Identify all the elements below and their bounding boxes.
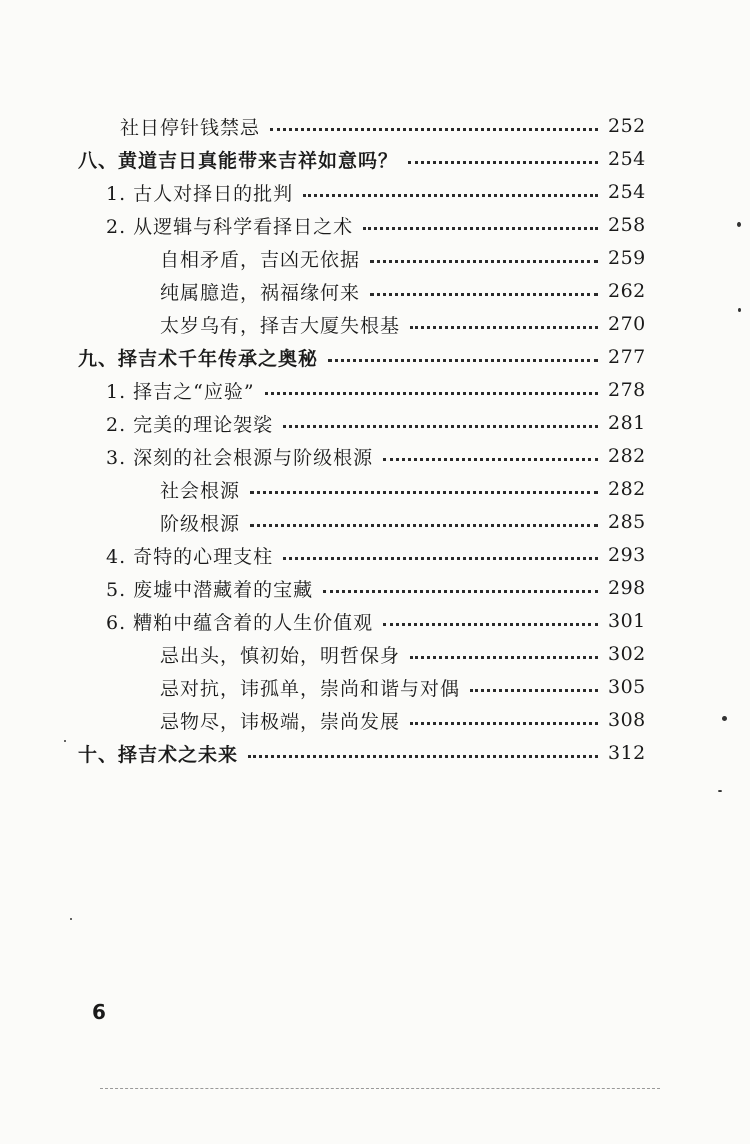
- toc-section: [106, 374, 646, 406]
- scan-speck: [70, 918, 72, 920]
- dot-leader: [250, 524, 598, 527]
- toc-entry-title: 忌物尽，讳极端，崇尚发展: [160, 710, 401, 733]
- toc-entry-title: 5. 废墟中潜藏着的宝藏: [106, 578, 314, 601]
- toc-section: [106, 209, 646, 241]
- dot-leader: [410, 722, 598, 725]
- dot-leader: [328, 359, 598, 362]
- toc-chapter: [78, 143, 646, 175]
- toc-entry-page: 298: [608, 577, 646, 599]
- toc-entry: [120, 110, 646, 142]
- toc-subsection: [160, 308, 646, 340]
- toc-subsection: [160, 506, 646, 538]
- toc-entry-page: 305: [608, 676, 646, 698]
- toc-chapter: [78, 737, 646, 769]
- scan-speck: [737, 222, 741, 227]
- toc-entry-page: 293: [608, 544, 646, 566]
- toc-subsection: [160, 473, 646, 505]
- toc-entry-page: 258: [608, 214, 646, 236]
- dot-leader: [250, 491, 598, 494]
- dot-leader: [370, 293, 598, 296]
- toc-entry-page: 252: [608, 115, 646, 137]
- toc-entry-page: 254: [608, 148, 646, 170]
- scan-speck: [722, 716, 727, 721]
- toc-entry-page: 285: [608, 511, 646, 533]
- scan-speck: [718, 790, 722, 792]
- toc-entry-title: 4. 奇特的心理支柱: [106, 545, 274, 568]
- toc-section: [106, 572, 646, 604]
- toc-entry-title: 2. 从逻辑与科学看择日之术: [106, 215, 354, 238]
- toc-entry-title: 太岁乌有，择吉大厦失根基: [160, 314, 401, 337]
- toc-entry-title: 2. 完美的理论袈裟: [106, 413, 274, 436]
- toc-chapter: [78, 341, 646, 373]
- dot-leader: [408, 161, 598, 164]
- toc-entry-page: 278: [608, 379, 646, 401]
- dot-leader: [410, 326, 598, 329]
- toc-entry-page: 254: [608, 181, 646, 203]
- toc-entry-page: 281: [608, 412, 646, 434]
- scan-speck: [738, 308, 741, 312]
- toc-entry-title: 1. 择吉之“应验”: [106, 380, 255, 403]
- toc-entry-title: 纯属臆造，祸福缘何来: [160, 281, 361, 304]
- toc-section: [106, 539, 646, 571]
- dot-leader: [283, 557, 598, 560]
- dot-leader: [283, 425, 598, 428]
- toc-entry-title: 八、黄道吉日真能带来吉祥如意吗？: [78, 149, 399, 172]
- toc-entry-title: 忌出头，慎初始，明哲保身: [160, 644, 401, 667]
- dot-leader: [370, 260, 598, 263]
- toc-entry-page: 301: [608, 610, 646, 632]
- toc-subsection: [160, 242, 646, 274]
- toc-entry-page: 277: [608, 346, 646, 368]
- toc-entry-page: 302: [608, 643, 646, 665]
- toc-section: [106, 440, 646, 472]
- toc-entry-page: 262: [608, 280, 646, 302]
- scan-edge: [100, 1088, 660, 1089]
- toc-entry-title: 忌对抗，讳孤单，崇尚和谐与对偶: [160, 677, 461, 700]
- dot-leader: [470, 689, 598, 692]
- dot-leader: [270, 128, 598, 131]
- page-number: 6: [92, 1000, 106, 1024]
- toc-entry-title: 九、择吉术千年传承之奥秘: [78, 347, 319, 370]
- toc-section: [106, 407, 646, 439]
- toc-entry-title: 社日停针钱禁忌: [120, 116, 261, 139]
- dot-leader: [383, 458, 598, 461]
- dot-leader: [323, 590, 598, 593]
- toc-subsection: [160, 638, 646, 670]
- dot-leader: [265, 392, 598, 395]
- toc-entry-title: 1. 古人对择日的批判: [106, 182, 294, 205]
- dot-leader: [383, 623, 598, 626]
- dot-leader: [363, 227, 598, 230]
- toc-entry-page: 312: [608, 742, 646, 764]
- toc-subsection: [160, 671, 646, 703]
- dot-leader: [303, 194, 598, 197]
- dot-leader: [248, 755, 598, 758]
- toc-entry-title: 社会根源: [160, 479, 241, 502]
- toc-entry-page: 270: [608, 313, 646, 335]
- toc-entry-title: 自相矛盾，吉凶无依据: [160, 248, 361, 271]
- toc-section: [106, 176, 646, 208]
- toc-subsection: [160, 275, 646, 307]
- dot-leader: [410, 656, 598, 659]
- toc-entry-page: 282: [608, 445, 646, 467]
- toc-entry-page: 259: [608, 247, 646, 269]
- scan-speck: [64, 740, 66, 742]
- toc-entry-page: 282: [608, 478, 646, 500]
- toc-entry-title: 阶级根源: [160, 512, 241, 535]
- toc-subsection: [160, 704, 646, 736]
- toc-entry-title: 3. 深刻的社会根源与阶级根源: [106, 446, 374, 469]
- toc-section: [106, 605, 646, 637]
- toc-entry-title: 6. 糟粕中蕴含着的人生价值观: [106, 611, 374, 634]
- toc-entry-title: 十、择吉术之未来: [78, 743, 239, 766]
- toc-entry-page: 308: [608, 709, 646, 731]
